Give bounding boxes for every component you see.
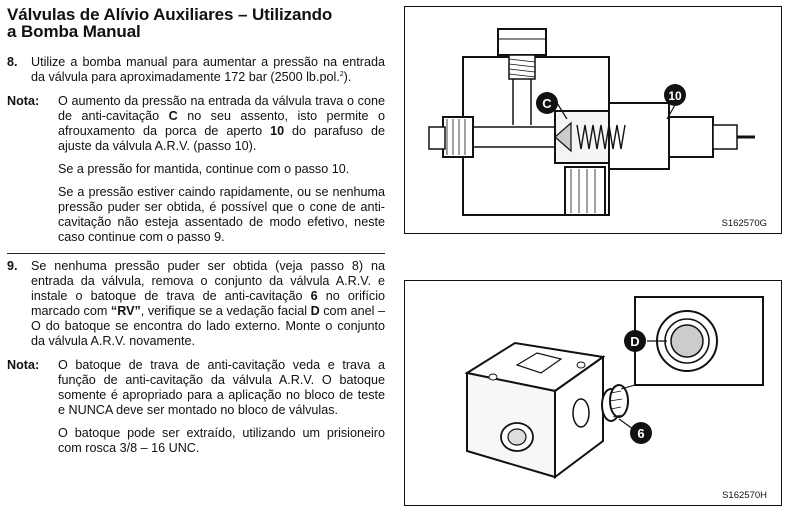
- figure-valve-section: [404, 6, 782, 234]
- callout-10: 10: [668, 89, 682, 103]
- step-8: [7, 55, 385, 85]
- test-block-drawing: [405, 281, 781, 505]
- step-9-number: 9.: [7, 259, 18, 273]
- note-2: [7, 358, 385, 418]
- callout-c: C: [542, 96, 552, 111]
- callout-d: D: [630, 334, 640, 349]
- step-9: [7, 259, 385, 349]
- figure-test-block: [404, 280, 782, 506]
- note-1-paragraph-2: Se a pressão for mantida, continue com o passo 10.: [58, 162, 350, 176]
- note-2-text: O batoque de trava de anti-cavitação veda e trava a função de anti-cavitação da válvula A.R.V. O batoque somente é apropriado para a aplicação no bloco de teste e NUNCA deve ser montado no bloco de válvulas.: [58, 358, 385, 417]
- note-1-paragraph-3: Se a pressão estiver caindo rapidamente, ou se nenhuma pressão puder ser obtida, é possível que o cone de anti-cavitação não esteja assentado de modo efetivo, neste caso continue com o passo 9.: [58, 185, 385, 244]
- note-1-label: Nota:: [7, 94, 40, 108]
- page-title: [7, 6, 385, 40]
- text-column: [7, 6, 385, 456]
- note-2-label: Nota:: [7, 358, 40, 372]
- title-line-1: Válvulas de Alívio Auxiliares – Utilizando: [7, 5, 333, 24]
- note-1: [7, 94, 385, 154]
- note-2-paragraph-2: O batoque pode ser extraído, utilizando um prisioneiro com rosca 3/8 – 16 UNC.: [58, 426, 385, 455]
- step-8-text: Utilize a bomba manual para aumentar a pressão na entrada da válvula para aproximadamente 172 bar (2500 lb.pol.$^2$).: [31, 55, 385, 84]
- figure-1-code: S162570G: [721, 218, 767, 229]
- step-8-number: 8.: [7, 55, 18, 69]
- figure-2-code: S162570H: [722, 490, 767, 501]
- title-line-2: a Bomba Manual: [7, 22, 141, 41]
- callout-6: 6: [637, 426, 645, 441]
- step-9-text: Se nenhuma pressão puder ser obtida (veja passo 8) na entrada da válvula, remova o conjunto da válvula A.R.V. e instale o batoque de trava de anti-cavitação 6 no orifício marcado com “RV”, verifique se a vedação facial D com anel – O do batoque se encontra do lado externo. Monte o conjunto da válvula A.R.V. novamente.: [31, 259, 385, 348]
- note-1-text: O aumento da pressão na entrada da válvula trava o cone de anti-cavitação C no seu assento, isto permite o afrouxamento da porca de aperto 10 do parafuso de ajuste da válvula A.R.V. (passo 10).: [58, 94, 385, 153]
- valve-section-drawing: [405, 7, 781, 233]
